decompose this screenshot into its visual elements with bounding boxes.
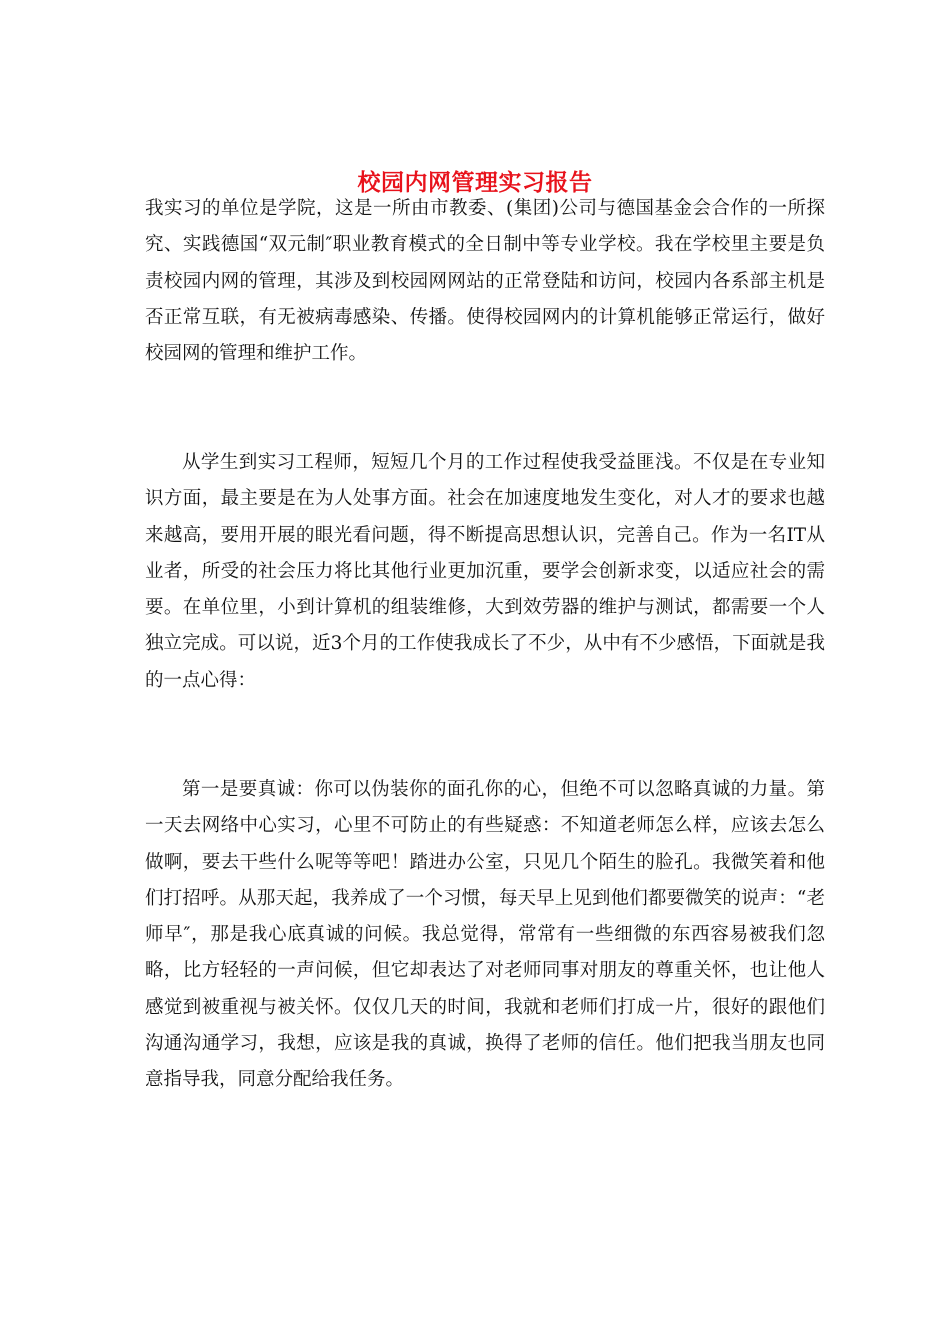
document-title: 校园内网管理实习报告 xyxy=(357,169,593,197)
paragraph-sincerity: 第一是要真诚：你可以伪装你的面孔你的心，但绝不可以忽略真诚的力量。第一天去网络中心实习，心里不可防止的有些疑惑：不知道老师怎么样，应该去怎么做啊，要去干些什么呢等等吧！踏进办公室，只见几个陌生的脸孔。我微笑着和他们打招呼。从那天起，我养成了一个习惯，每天早上见到他们都要微笑的说声：“老师早″，那是我心底真诚的问候。我总觉得，常常有一些细微的东西容易被我们忽略，比方轻轻的一声问候，但它却表达了对老师同事对朋友的尊重关怀，也让他人感觉到被重视与被关怀。仅仅几天的时间，我就和老师们打成一片，很好的跟他们沟通沟通学习，我想，应该是我的真诚，换得了老师的信任。他们把我当朋友也同意指导我，同意分配给我任务。 xyxy=(145,779,825,1091)
paragraph-growth: 从学生到实习工程师，短短几个月的工作过程使我受益匪浅。不仅是在专业知识方面，最主要是在为人处事方面。社会在加速度地发生变化，对人才的要求也越来越高，要用开展的眼光看问题，得不断提高思想认识，完善自己。作为一名IT从业者，所受的社会压力将比其他行业更加沉重，要学会创新求变，以适应社会的需要。在单位里，小到计算机的组装维修，大到效劳器的维护与测试，都需要一个人独立完成。可以说，近3个月的工作使我成长了不少，从中有不少感悟，下面就是我的一点心得： xyxy=(145,452,825,691)
paragraph-internship-unit: 我实习的单位是学院，这是一所由市教委、(集团)公司与德国基金会合作的一所探究、实践德国“双元制″职业教育模式的全日制中等专业学校。我在学校里主要是负责校园内网的管理，其涉及到校园网网站的正常登陆和访问，校园内各系部主机是否正常互联，有无被病毒感染、传播。使得校园网内的计算机能够正常运行，做好校园网的管理和维护工作。 xyxy=(145,198,825,365)
